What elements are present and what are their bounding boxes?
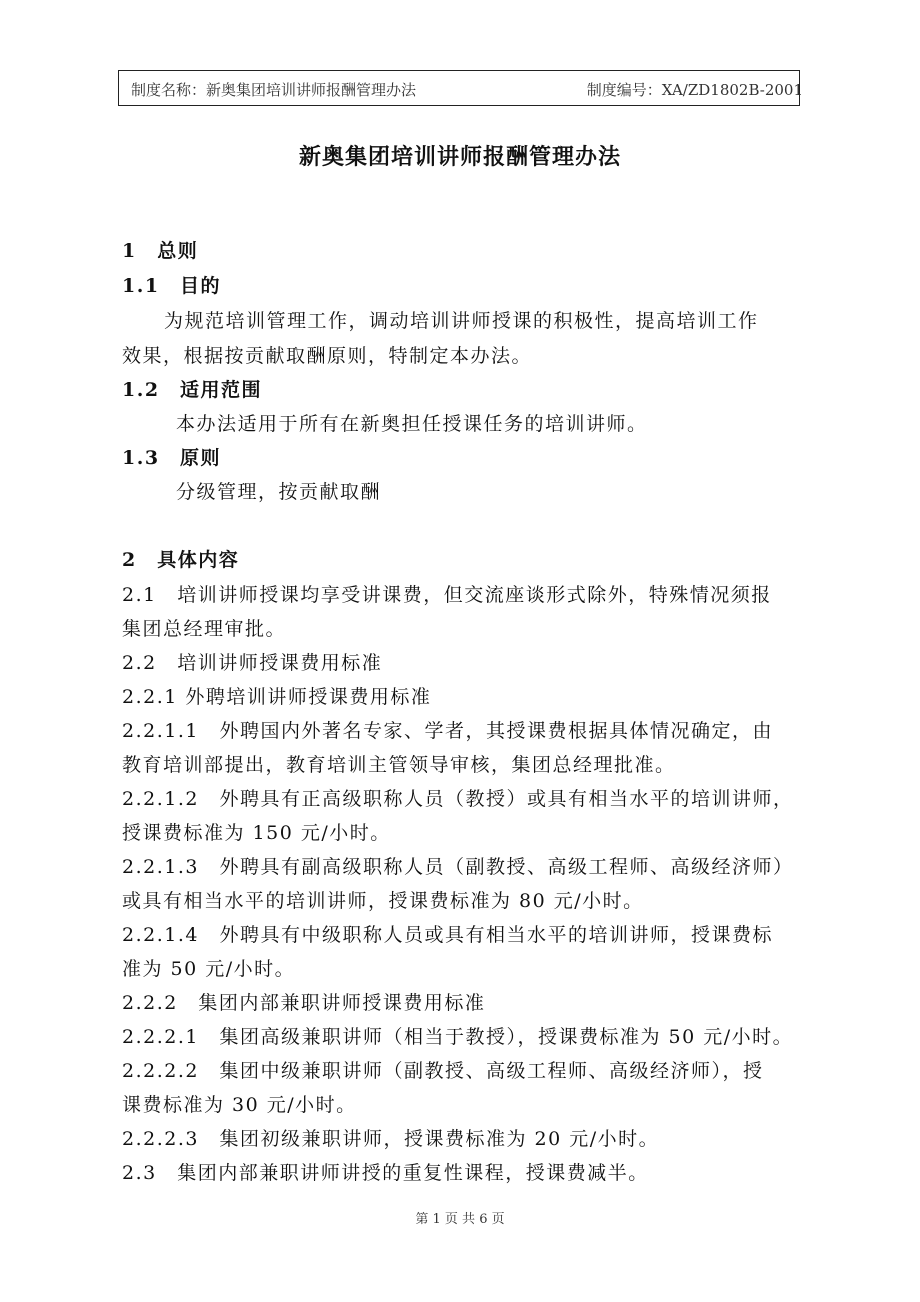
paragraph-line: 2.2.2.1 集团高级兼职讲师（相当于教授），授课费标准为 50 元/小时。 — [122, 1026, 794, 1048]
paragraph-line: 2.3 集团内部兼职讲师讲授的重复性课程，授课费减半。 — [122, 1162, 649, 1184]
paragraph-line: 2.2.2 集团内部兼职讲师授课费用标准 — [122, 992, 486, 1014]
paragraph-line: 课费标准为 30 元/小时。 — [122, 1094, 357, 1116]
paragraph-line: 授课费标准为 150 元/小时。 — [122, 822, 391, 844]
paragraph-line: 2.2.1.1 外聘国内外著名专家、学者，其授课费根据具体情况确定，由 — [122, 720, 773, 742]
paragraph-line: 集团总经理审批。 — [122, 618, 287, 640]
header-policy-number: 制度编号：XA/ZD1802B-2001 — [586, 81, 803, 99]
section-heading-content: 2 具体内容 — [122, 549, 240, 571]
subsection-heading-scope: 1.2 适用范围 — [122, 379, 263, 401]
section-heading-general: 1 总则 — [122, 240, 199, 262]
paragraph-line: 2.2.1 外聘培训讲师授课费用标准 — [122, 686, 432, 708]
paragraph-line: 分级管理，按贡献取酬 — [176, 481, 382, 503]
paragraph-line: 教育培训部提出，教育培训主管领导审核，集团总经理批准。 — [122, 754, 676, 776]
paragraph-line: 本办法适用于所有在新奥担任授课任务的培训讲师。 — [176, 413, 648, 435]
subsection-heading-principle: 1.3 原则 — [122, 447, 222, 469]
subsection-heading-purpose: 1.1 目的 — [122, 275, 222, 297]
page-number-footer: 第 1 页 共 6 页 — [415, 1212, 505, 1227]
paragraph-line: 2.2.1.3 外聘具有副高级职称人员（副教授、高级工程师、高级经济师） — [122, 856, 794, 878]
paragraph-line: 2.2.1.4 外聘具有中级职称人员或具有相当水平的培训讲师，授课费标 — [122, 924, 773, 946]
paragraph-line: 准为 50 元/小时。 — [122, 958, 296, 980]
paragraph-line: 或具有相当水平的培训讲师，授课费标准为 80 元/小时。 — [122, 890, 644, 912]
paragraph-line: 2.2.1.2 外聘具有正高级职称人员（教授）或具有相当水平的培训讲师， — [122, 788, 794, 810]
paragraph-line: 2.2.2.2 集团中级兼职讲师（副教授、高级工程师、高级经济师），授 — [122, 1060, 764, 1082]
document-header — [118, 70, 803, 106]
document-title: 新奥集团培训讲师报酬管理办法 — [298, 144, 621, 170]
paragraph-line: 2.2 培训讲师授课费用标准 — [122, 652, 383, 674]
paragraph-line: 为规范培训管理工作，调动培训讲师授课的积极性，提高培训工作 — [164, 310, 759, 332]
paragraph-line: 2.2.2.3 集团初级兼职讲师，授课费标准为 20 元/小时。 — [122, 1128, 660, 1150]
paragraph-line: 效果，根据按贡献取酬原则，特制定本办法。 — [122, 345, 533, 367]
paragraph-line: 2.1 培训讲师授课均享受讲课费，但交流座谈形式除外，特殊情况须报 — [122, 584, 772, 606]
header-policy-name: 制度名称：新奥集团培训讲师报酬管理办法 — [131, 81, 417, 99]
